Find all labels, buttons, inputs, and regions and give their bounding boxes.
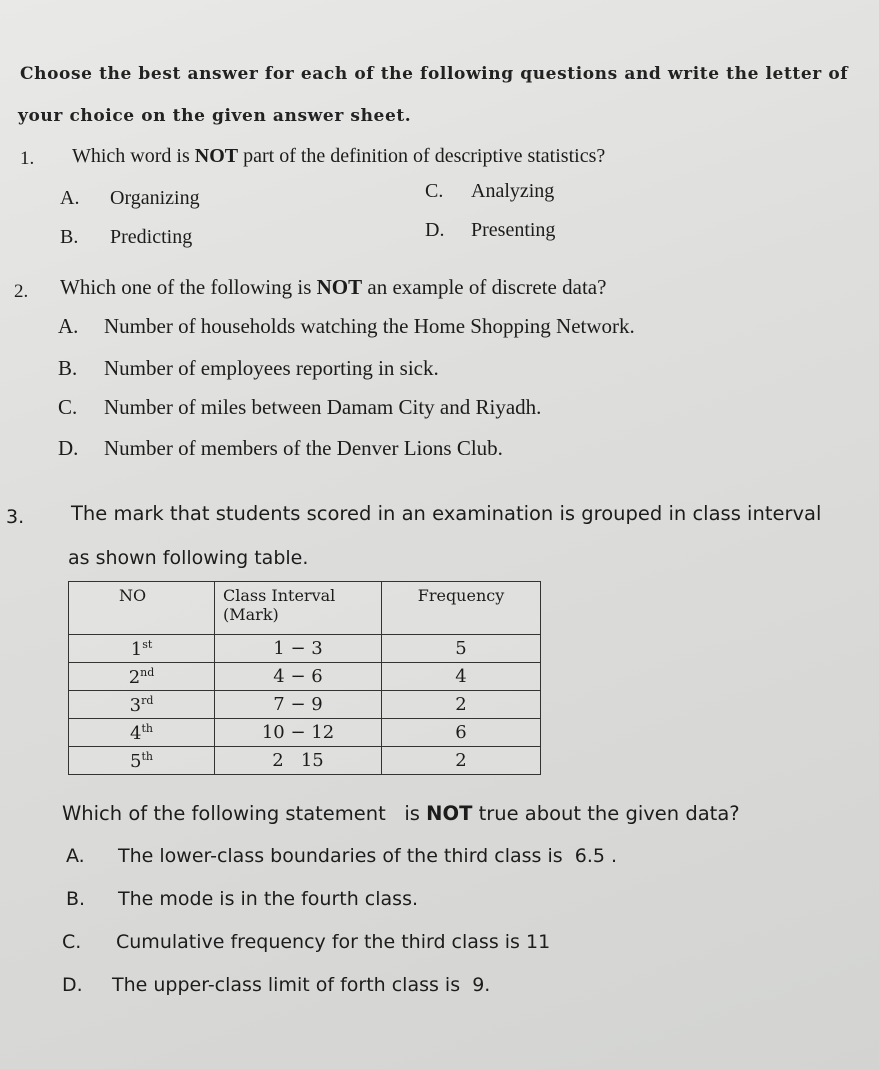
option-text: Presenting xyxy=(471,219,556,241)
header-class-interval xyxy=(215,582,382,635)
cell-no xyxy=(69,719,215,747)
ordinal-number: 5 xyxy=(130,750,142,772)
option-letter: C. xyxy=(58,395,78,419)
ordinal-suffix: th xyxy=(141,749,153,763)
option-letter: C. xyxy=(62,931,82,953)
q2-option-d[interactable] xyxy=(58,436,503,461)
q3-option-c[interactable] xyxy=(62,931,550,953)
q3-text-line-1: The mark that students scored in an examination is grouped in class interval xyxy=(71,502,822,525)
q3-option-a[interactable] xyxy=(66,845,617,867)
option-letter: D. xyxy=(62,974,83,996)
instructions-line-1: Choose the best answer for each of the following questions and write the letter of xyxy=(20,64,849,84)
option-text: The upper-class limit of forth class is 9. xyxy=(112,974,491,996)
cell-no xyxy=(69,747,215,775)
option-text: Number of employees reporting in sick. xyxy=(104,356,439,380)
cell-frequency: 5 xyxy=(382,635,541,663)
cell-interval: 10 − 12 xyxy=(215,719,382,747)
cell-frequency: 6 xyxy=(382,719,541,747)
header-no: NO xyxy=(69,582,215,635)
q1-text-bold: NOT xyxy=(194,145,239,167)
q1-option-b[interactable] xyxy=(60,226,192,249)
option-letter: A. xyxy=(66,845,85,867)
q1-text xyxy=(72,145,605,168)
q2-option-b[interactable] xyxy=(58,356,439,381)
ordinal-number: 1 xyxy=(130,638,143,660)
q2-option-a[interactable] xyxy=(58,314,635,339)
ordinal-suffix: st xyxy=(142,637,153,651)
option-text: Number of members of the Denver Lions Club. xyxy=(104,436,503,460)
class-interval-table xyxy=(68,581,541,775)
ordinal-number: 4 xyxy=(130,722,142,744)
option-text: Predicting xyxy=(110,226,193,248)
table-header-row xyxy=(69,582,541,635)
q3-question xyxy=(62,802,740,825)
q3-option-d[interactable] xyxy=(62,974,490,996)
header-class-interval-line1: Class Interval xyxy=(223,586,336,605)
option-text: Analyzing xyxy=(471,180,555,202)
q2-option-c[interactable] xyxy=(58,395,541,420)
option-letter: B. xyxy=(60,226,79,248)
option-letter: D. xyxy=(425,219,445,241)
cell-frequency: 4 xyxy=(382,663,541,691)
cell-no xyxy=(69,691,215,719)
ordinal-suffix: nd xyxy=(140,665,155,679)
q1-option-c[interactable] xyxy=(425,180,554,203)
q2-number: 2. xyxy=(14,281,29,302)
ordinal-suffix: rd xyxy=(141,693,154,707)
q3-text-line-2: as shown following table. xyxy=(68,547,309,569)
cell-interval: 7 − 9 xyxy=(215,691,382,719)
header-frequency: Frequency xyxy=(382,582,541,635)
option-text: Number of miles between Damam City and Riyadh. xyxy=(104,395,542,419)
cell-interval: 4 − 6 xyxy=(215,663,382,691)
q3-number: 3. xyxy=(6,506,25,528)
table-row xyxy=(69,663,541,691)
option-letter: B. xyxy=(58,356,78,380)
ordinal-number: 2 xyxy=(128,666,141,688)
header-class-interval-line2: (Mark) xyxy=(223,605,279,624)
option-text: Organizing xyxy=(110,187,200,209)
q1-text-post: part of the definition of descriptive statistics? xyxy=(238,145,606,167)
option-text: Number of households watching the Home Shopping Network. xyxy=(104,314,635,338)
q1-number: 1. xyxy=(20,148,35,169)
table-row xyxy=(69,747,541,775)
q1-option-a[interactable] xyxy=(60,187,200,210)
option-text: The lower-class boundaries of the third class is 6.5 . xyxy=(118,845,618,867)
cell-interval: 2 15 xyxy=(215,747,382,775)
cell-no xyxy=(69,663,215,691)
instructions-line-2: your choice on the given answer sheet. xyxy=(18,106,412,126)
q2-text-post: an example of discrete data? xyxy=(362,275,607,299)
q2-text-pre: Which one of the following is xyxy=(60,275,317,299)
option-letter: A. xyxy=(60,187,80,209)
option-letter: A. xyxy=(58,314,79,338)
q1-text-pre: Which word is xyxy=(72,145,195,167)
cell-frequency: 2 xyxy=(382,691,541,719)
q3-question-post: true about the given data? xyxy=(472,802,740,825)
q3-question-pre: Which of the following statement is xyxy=(62,802,427,825)
option-text: Cumulative frequency for the third class is 11 xyxy=(116,931,551,953)
q3-option-b[interactable] xyxy=(66,888,418,910)
ordinal-suffix: th xyxy=(141,721,153,735)
table-row xyxy=(69,719,541,747)
option-text: The mode is in the fourth class. xyxy=(118,888,419,910)
cell-interval: 1 − 3 xyxy=(215,635,382,663)
cell-frequency: 2 xyxy=(382,747,541,775)
table-row xyxy=(69,691,541,719)
q2-text-bold: NOT xyxy=(316,275,363,299)
cell-no xyxy=(69,635,215,663)
q2-text xyxy=(60,275,606,300)
option-letter: D. xyxy=(58,436,79,460)
q3-question-bold: NOT xyxy=(426,802,473,825)
option-letter: C. xyxy=(425,180,444,202)
q1-option-d[interactable] xyxy=(425,219,555,242)
option-letter: B. xyxy=(66,888,86,910)
table-row xyxy=(69,635,541,663)
ordinal-number: 3 xyxy=(129,694,142,716)
